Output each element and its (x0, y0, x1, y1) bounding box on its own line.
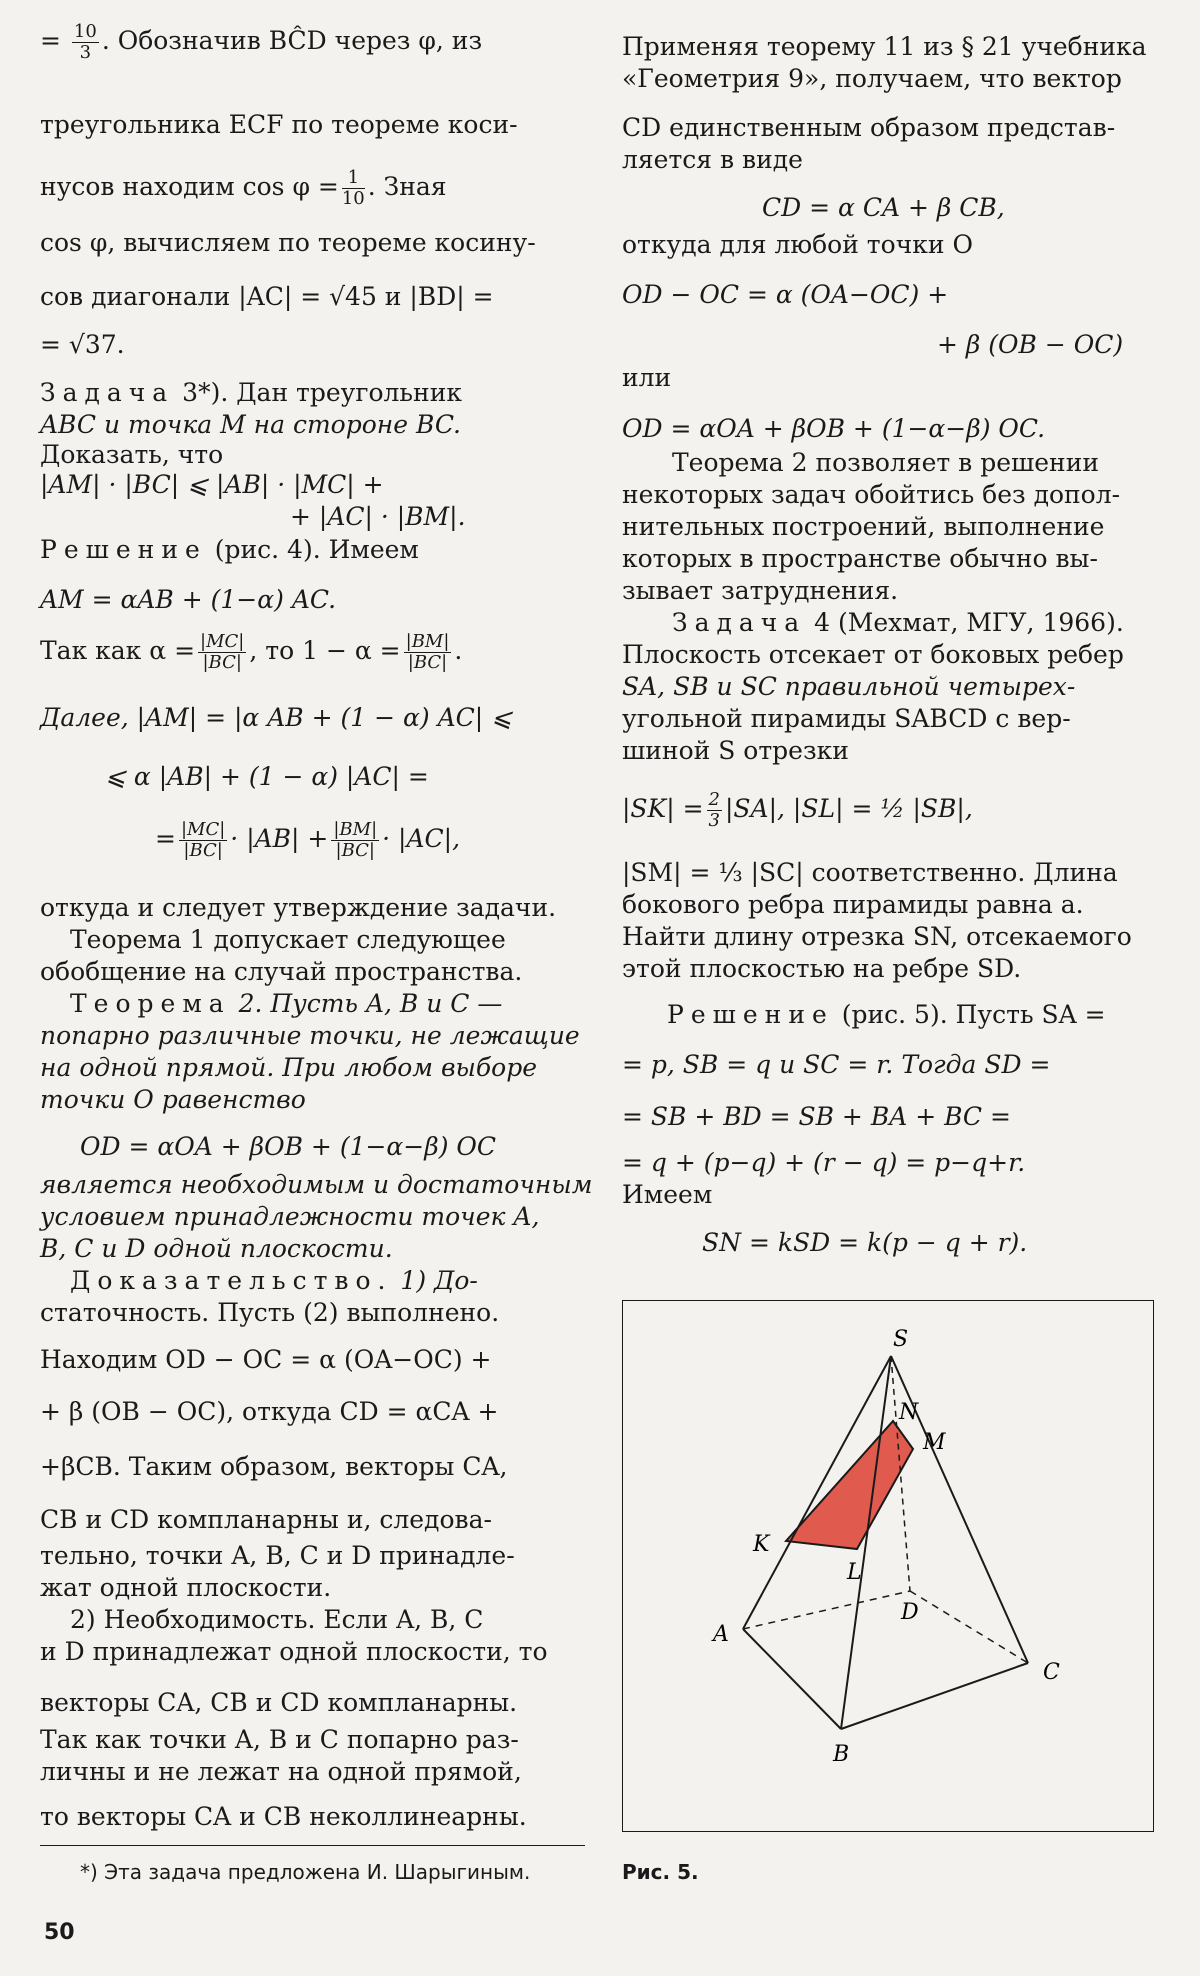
line: Так как точки A, B и C попарно раз- (40, 1725, 519, 1754)
fraction: $\frac{|BM|}{|BC|}$ (405, 631, 450, 673)
line: откуда и следует утверждение задачи. (40, 893, 557, 922)
line: которых в пространстве обычно вы- (622, 544, 1098, 573)
line: Далее, |AM| = |α AB + (1 − α) AC| ⩽ (40, 703, 513, 732)
line: нительных построений, выполнение (622, 512, 1105, 541)
line: B, C и D одной плоскости. (40, 1234, 393, 1263)
vector-equation: CD = α CA + β CB, (762, 193, 1005, 222)
line: угольной пирамиды SABCD с вер- (622, 704, 1071, 733)
figure-caption: Рис. 5. (622, 1860, 699, 1884)
label-d: D (901, 1600, 919, 1625)
line: Доказать, что (40, 440, 224, 469)
line: Теорема 1 допускает следующее (70, 925, 506, 954)
line: = q + (p−q) + (r − q) = p−q+r. (622, 1148, 1026, 1177)
edge-ab (743, 1629, 841, 1729)
fraction: $\frac{2}{3}$ (708, 789, 720, 831)
line: ABC и точка M на стороне BC. (40, 410, 462, 439)
line: OD − OC = α (OA−OC) + (622, 280, 949, 309)
line: Теорема 2 позволяет в решении (672, 448, 1100, 477)
line: на одной прямой. При любом выборе (40, 1053, 537, 1082)
line: личны и не лежат на одной прямой, (40, 1757, 522, 1786)
label-n: N (899, 1400, 919, 1425)
line: = p, SB = q и SC = r. Тогда SD = (622, 1050, 1051, 1079)
line: CB и CD компланарны и, следова- (40, 1505, 492, 1534)
line: ⩽ α |AB| + (1 − α) |AC| = (105, 762, 429, 791)
line: Применяя теорему 11 из § 21 учебника (622, 32, 1147, 61)
page-number: 50 (44, 1920, 75, 1945)
label-s: S (893, 1327, 909, 1352)
vector-equation: OD = αOA + βOB + (1−α−β) OC. (622, 414, 1046, 443)
line: точки O равенство (40, 1085, 306, 1114)
solution-heading: Решение (рис. 4). Имеем (40, 535, 419, 564)
line: и D принадлежат одной плоскости, то (40, 1637, 548, 1666)
line: этой плоскостью на ребре SD. (622, 954, 1022, 983)
line: |SK| = $\frac{2}{3}$ |SA|, |SL| = ½ |SB|, (622, 789, 973, 831)
line: = $\frac{|MC|}{|BC|}$ · |AB| + $\frac{|BM|}{|BC|}$ · |AC|, (155, 819, 461, 861)
proof-heading: Доказательство. 1) До- (70, 1266, 478, 1295)
problem-heading: Задача 3*). Дан треугольник (40, 378, 462, 407)
line: шиной S отрезки (622, 736, 849, 765)
line: = $\frac{10}{3}$ . Обозначив BĈD через φ, из (40, 21, 483, 63)
problem-heading: Задача 4 (Мехмат, МГУ, 1966). (672, 608, 1124, 637)
line: = √37. (40, 330, 125, 359)
vector-equation: AM = αAB + (1−α) AC. (40, 585, 337, 614)
line: cos φ, вычисляем по теореме косину- (40, 228, 536, 257)
line: SA, SB и SC правильной четырех- (622, 672, 1076, 701)
line: ляется в виде (622, 145, 803, 174)
line: Плоскость отсекает от боковых ребер (622, 640, 1124, 669)
edge-ad (743, 1591, 910, 1629)
line: |AM| · |BC| ⩽ |AB| · |MC| + (40, 470, 384, 499)
label-a: A (713, 1622, 729, 1647)
line: = SB + BD = SB + BA + BC = (622, 1102, 1011, 1131)
label-l: L (847, 1560, 862, 1585)
line: нусов находим cos φ = $\frac{1}{10}$ . Зная (40, 167, 447, 209)
line: условием принадлежности точек A, (40, 1202, 540, 1231)
line: Так как α = $\frac{|MC|}{|BC|}$ , то 1 − α = $\frac{|BM|}{|BC|}$ . (40, 631, 463, 673)
fraction: $\frac{|BM|}{|BC|}$ (333, 819, 378, 861)
line: |SM| = ⅓ |SC| соответственно. Длина (622, 858, 1118, 887)
line: бокового ребра пирамиды равна a. (622, 890, 1084, 919)
line: CD единственным образом представ- (622, 113, 1116, 142)
footnote-rule (40, 1845, 585, 1846)
label-b: B (833, 1742, 850, 1767)
line: зывает затруднения. (622, 576, 899, 605)
fraction: $\frac{10}{3}$ (73, 21, 97, 63)
line: сов диагонали |AC| = √45 и |BD| = (40, 282, 494, 311)
line: +βCB. Таким образом, векторы CA, (40, 1452, 508, 1481)
line: Имеем (622, 1180, 713, 1209)
edge-bc (841, 1663, 1028, 1729)
footnote: *) Эта задача предложена И. Шарыгиным. (80, 1860, 531, 1884)
line: попарно различные точки, не лежащие (40, 1021, 580, 1050)
fraction: $\frac{|MC|}{|BC|}$ (200, 631, 245, 673)
line: некоторых задач обойтись без допол- (622, 480, 1121, 509)
line: жат одной плоскости. (40, 1573, 332, 1602)
line: «Геометрия 9», получаем, что вектор (622, 64, 1122, 93)
line: + β (OB − OC) (937, 330, 1124, 359)
theorem-heading: Теорема 2. Пусть A, B и C — (70, 989, 503, 1018)
line: треугольника ECF по теореме коси- (40, 110, 518, 139)
label-c: C (1043, 1660, 1060, 1685)
line: векторы CA, CB и CD компланарны. (40, 1688, 518, 1717)
section-polygon (786, 1421, 913, 1549)
line: статочность. Пусть (2) выполнено. (40, 1298, 500, 1327)
line: является необходимым и достаточным (40, 1170, 593, 1199)
figure-pyramid (622, 1300, 1154, 1832)
line: Найти длину отрезка SN, отсекаемого (622, 922, 1132, 951)
line: то векторы CA и CB неколлинеарны. (40, 1802, 527, 1831)
fraction: $\frac{|MC|}{|BC|}$ (180, 819, 226, 861)
edge-dc (910, 1591, 1028, 1663)
line: + |AC| · |BM|. (290, 502, 466, 531)
line: Находим OD − OC = α (OA−OC) + (40, 1345, 492, 1374)
line: тельно, точки A, B, C и D принадле- (40, 1541, 515, 1570)
solution-heading: Решение (рис. 5). Пусть SA = (667, 1000, 1106, 1029)
fraction: $\frac{1}{10}$ (341, 167, 365, 209)
label-m: M (923, 1430, 946, 1455)
line: обобщение на случай пространства. (40, 957, 523, 986)
label-k: K (753, 1532, 770, 1557)
vector-equation: SN = kSD = k(p − q + r). (702, 1228, 1028, 1257)
pyramid-diagram (623, 1301, 1153, 1831)
vector-equation: OD = αOA + βOB + (1−α−β) OC (80, 1132, 497, 1161)
line: + β (OB − OC), откуда CD = αCA + (40, 1397, 499, 1426)
line: 2) Необходимость. Если A, B, C (70, 1605, 484, 1634)
line: или (622, 363, 672, 392)
line: откуда для любой точки O (622, 230, 973, 259)
